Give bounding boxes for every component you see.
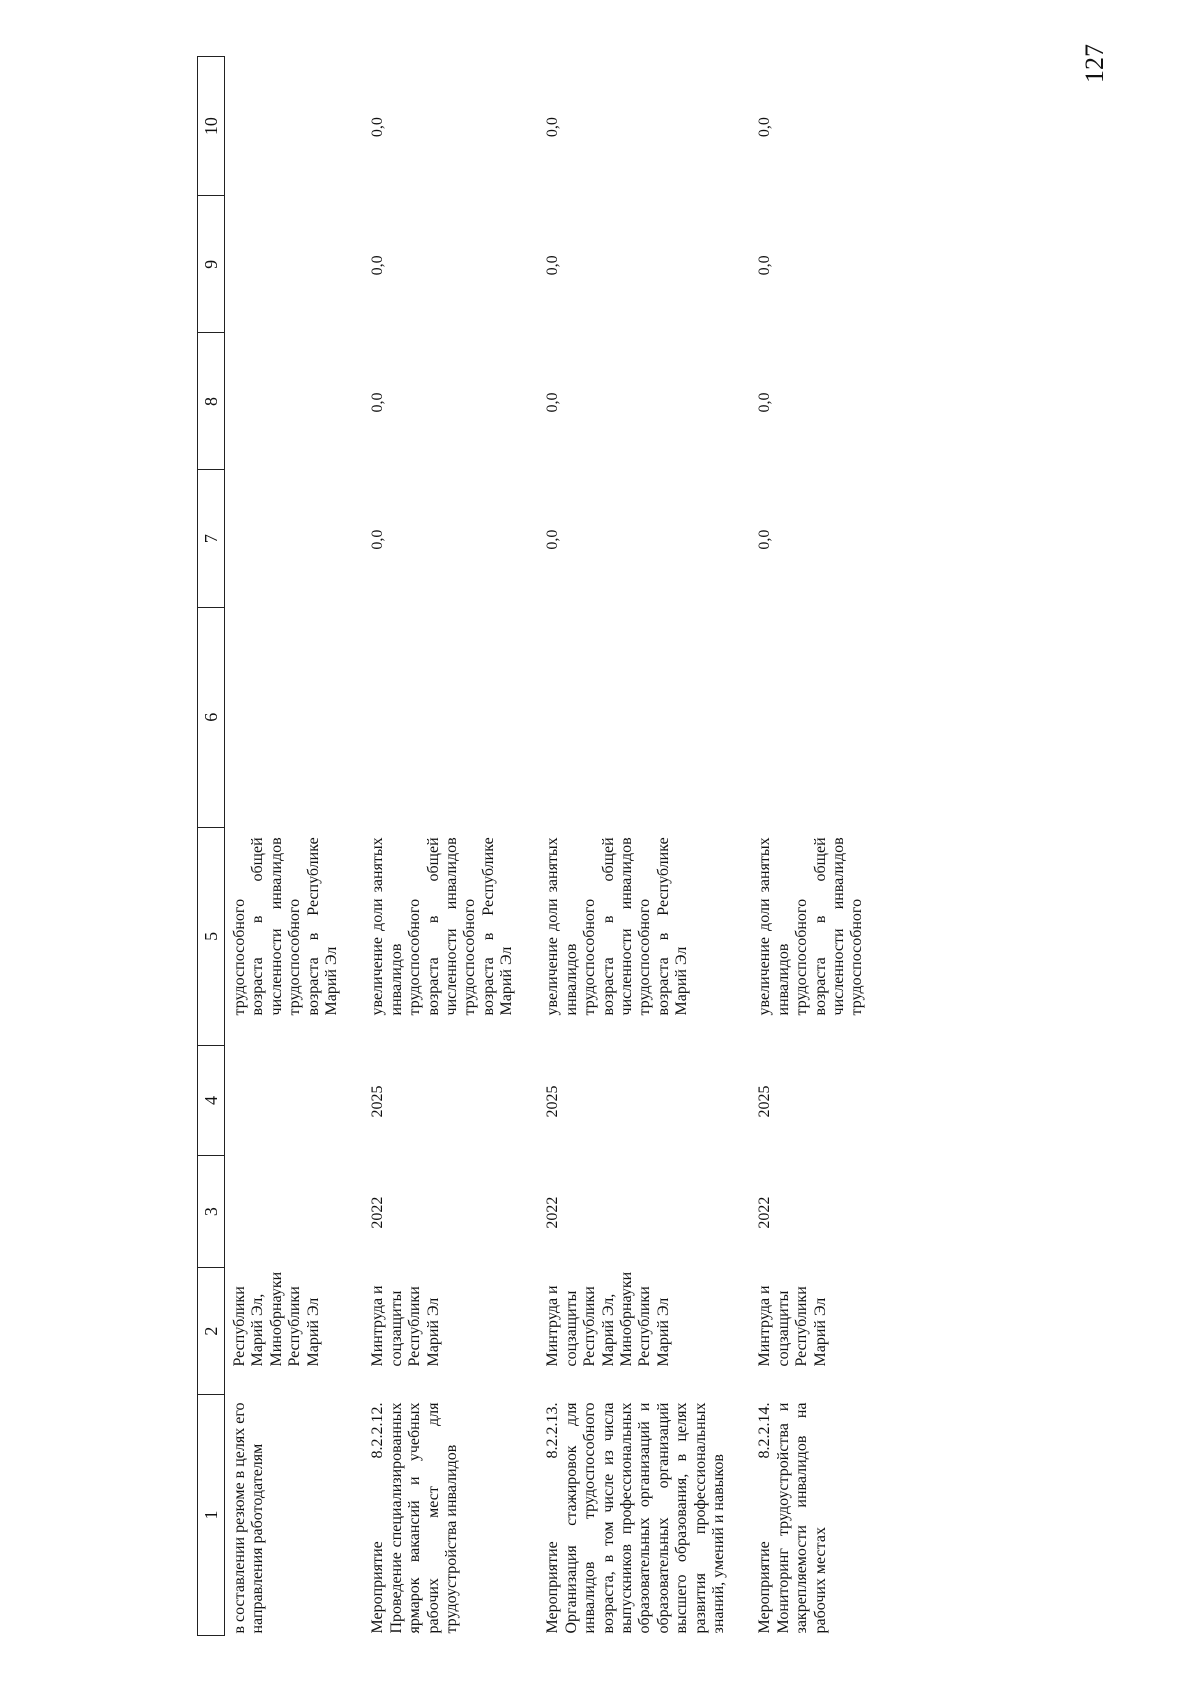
col9-cell: 0,0 [544,255,562,276]
column-header-9: 9 [198,196,225,333]
col9-cell: 0,0 [756,255,774,276]
column-header-10: 10 [198,57,225,196]
rotated-table-container [197,16,1197,1636]
table-header [198,57,225,1636]
start-year-cell: 2022 [756,1196,774,1229]
column-header-8: 8 [198,333,225,470]
col7-cell: 0,0 [756,529,774,550]
column-header-4: 4 [198,1045,225,1155]
event-name-cell: Мероприятие 8.2.2.12. Проведение специализированных ярмарок вакансий и учебных рабочих мест для трудоустройства инвалидов [369,1402,460,1634]
expected-result-cell: увеличение доли занятых инвалидов трудоспособного возраста в общей численности инвалидов трудоспособного возраста в Республике Марий Эл [544,837,691,1016]
col7-cell: 0,0 [369,529,387,550]
col9-cell: 0,0 [369,255,387,276]
end-year-cell [225,1045,342,1155]
col10-cell: 0,0 [756,117,774,138]
start-year-cell: 2022 [544,1196,562,1229]
col10-cell: 0,0 [544,117,562,138]
col6-cell [341,607,516,827]
table-row [341,57,516,1636]
col8-cell: 0,0 [369,392,387,413]
column-header-7: 7 [198,470,225,607]
col9-cell [225,196,342,333]
end-year-cell: 2025 [369,1085,387,1118]
start-year-cell [225,1156,342,1268]
table-row [516,57,728,1636]
col6-cell [225,607,342,827]
page-number: 127 [1080,44,1109,83]
expected-result-cell: увеличение доли занятых инвалидов трудоспособного возраста в общей численности инвалидов трудоспособного возраста в Республике Марий Эл [369,837,516,1016]
end-year-cell: 2025 [544,1085,562,1118]
column-header-1: 1 [198,1395,225,1636]
col6-cell [516,607,728,827]
event-name-cell: Мероприятие 8.2.2.13. Организация стажировок для инвалидов трудоспособного возраста, в том числе из числа выпускников профессиональных образовательных организаций и образовательных организаций высшего образования, в целях развития профессиональных знаний, умений и навыков [544,1402,727,1634]
col10-cell [225,57,342,196]
table-row [225,57,342,1636]
col6-cell [728,607,866,827]
col8-cell: 0,0 [544,392,562,413]
executor-cell: Минтруда и соцзащиты Республики Марий Эл, Минобрнауки Республики Марий Эл [544,1271,672,1367]
expected-result-cell: увеличение доли занятых инвалидов трудоспособного возраста в общей численности инвалидов трудоспособного [756,837,866,1016]
end-year-cell: 2025 [756,1085,774,1118]
event-name-cell: в составлении резюме в целях его направления работодателям [231,1402,267,1634]
executor-cell: Минтруда и соцзащиты Республики Марий Эл [369,1285,442,1367]
column-header-6: 6 [198,607,225,827]
column-header-3: 3 [198,1156,225,1268]
start-year-cell: 2022 [369,1196,387,1229]
executor-cell: Минтруда и соцзащиты Республики Марий Эл [756,1285,829,1367]
program-table [197,56,867,1636]
col8-cell: 0,0 [756,392,774,413]
col8-cell [225,333,342,470]
col7-cell: 0,0 [544,529,562,550]
col7-cell [225,470,342,607]
table-row [728,57,866,1636]
expected-result-cell: трудоспособного возраста в общей численности инвалидов трудоспособного возраста в Республике Марий Эл [231,837,340,1016]
column-header-2: 2 [198,1268,225,1395]
col10-cell: 0,0 [369,117,387,138]
column-header-5: 5 [198,827,225,1045]
executor-cell: Республики Марий Эл, Минобрнауки Республики Марий Эл [231,1271,322,1367]
event-name-cell: Мероприятие 8.2.2.14. Мониторинг трудоустройства и закрепляемости инвалидов на рабочих местах [756,1402,829,1634]
